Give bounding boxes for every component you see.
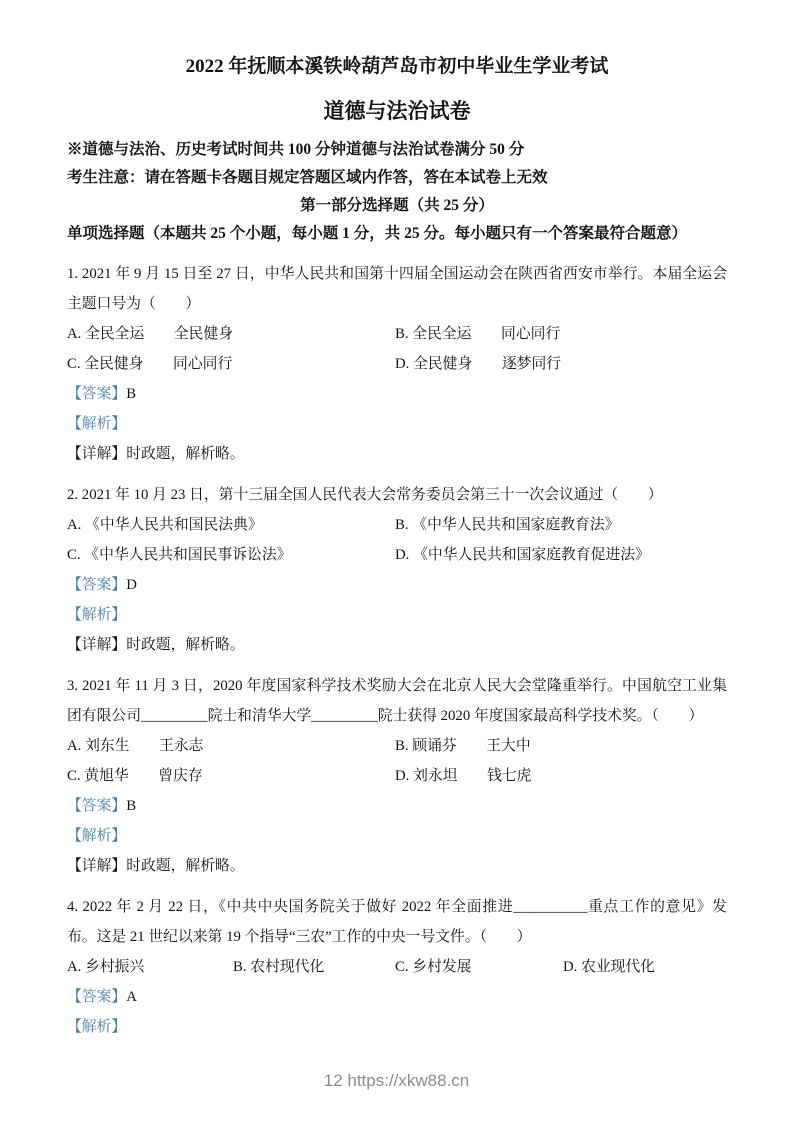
detail-text: 时政题，解析略。 [126,637,245,653]
option-d: D. 《中华人民共和国家庭教育促进法》 [395,547,650,563]
question-stem: 3. 2021 年 11 月 3 日，2020 年度国家科学技术奖励大会在北京人民大会堂隆重举行。中国航空工业集团有限公司_________院士和清华大学_________院士获得 2020 年度国家最高科学技术奖。（ ） [67,678,727,724]
option-a: A. 《中华人民共和国民法典》 [67,517,263,533]
exam-time-notice: ※道德与法治、历史考试时间共 100 分钟道德与法治试卷满分 50 分 [67,141,525,158]
options-grid [67,952,727,982]
option-a: A. 刘东生 王永志 [67,738,204,754]
options-grid [67,510,727,570]
question-stem: 1. 2021 年 9 月 15 日至 27 日，中华人民共和国第十四届全国运动会在陕西省西安市举行。本届全运会主题口号为（ ） [67,266,727,312]
question-block-3 [67,671,727,881]
detail-line [67,439,727,469]
option-c: C. 全民健身 同心同行 [67,356,233,372]
question-stem: 4. 2022 年 2 月 22 日，《中共中央国务院关于做好 2022 年全面推进__________重点工作的意见》发布。这是 21 世纪以来第 19 个指导“三农”工作的中央一号文件。（ ） [67,899,727,945]
option-c: C. 乡村发展 [395,959,472,975]
detail-text: 时政题，解析略。 [126,446,245,462]
analysis-label: 【解析】 [67,607,127,623]
question-block-1 [67,259,727,469]
question-type-instructions: 单项选择题（本题共 25 个小题，每小题 1 分，共 25 分。每小题只有一个答案最符合题意） [67,225,688,242]
option-a: A. 乡村振兴 [67,959,145,975]
options-grid [67,731,727,791]
answer-line [67,379,727,409]
analysis-label: 【解析】 [67,828,127,844]
answer-label: 【答案】 [67,386,127,402]
option-a: A. 全民全运 全民健身 [67,326,234,342]
document-title: 2022 年抚顺本溪铁岭葫芦岛市初中毕业生学业考试 [185,56,609,77]
detail-label: 【详解】 [67,637,127,653]
analysis-line [67,409,727,439]
options-grid [67,319,727,379]
analysis-line [67,600,727,630]
answer-line [67,791,727,821]
document-subtitle: 道德与法治试卷 [323,99,471,123]
option-b: B. 农村现代化 [233,959,325,975]
detail-label: 【详解】 [67,858,127,874]
option-b: B. 顾诵芬 王大中 [395,738,531,754]
answer-value: D [126,577,137,593]
detail-line [67,851,727,881]
answer-value: B [126,386,137,402]
section-heading: 第一部分选择题（共 25 分） [300,197,494,214]
answer-value: A [126,989,137,1005]
analysis-label: 【解析】 [67,416,127,432]
answer-label: 【答案】 [67,577,127,593]
answer-label: 【答案】 [67,798,127,814]
detail-label: 【详解】 [67,446,127,462]
analysis-line [67,821,727,851]
option-d: D. 农业现代化 [563,959,656,975]
answer-line [67,570,727,600]
answer-value: B [126,798,137,814]
analysis-label: 【解析】 [67,1019,127,1035]
candidate-notice: 考生注意：请在答题卡各题目规定答题区域内作答，答在本试卷上无效 [67,169,548,186]
answer-label: 【答案】 [67,989,127,1005]
question-block-4 [67,892,727,1042]
option-d: D. 刘永坦 钱七虎 [395,768,532,784]
option-c: C. 黄旭华 曾庆存 [67,768,203,784]
page-footer-url: 12 https://xkw88.cn [323,1071,470,1090]
analysis-line [67,1012,727,1042]
question-block-2 [67,480,727,660]
option-b: B. 全民全运 同心同行 [395,326,561,342]
option-c: C. 《中华人民共和国民事诉讼法》 [67,547,292,563]
option-d: D. 全民健身 逐梦同行 [395,356,562,372]
detail-line [67,630,727,660]
question-stem: 2. 2021 年 10 月 23 日，第十三届全国人民代表大会常务委员会第三十一次会议通过（ ） [67,487,663,503]
answer-line [67,982,727,1012]
detail-text: 时政题，解析略。 [126,858,245,874]
option-b: B. 《中华人民共和国家庭教育法》 [395,517,620,533]
